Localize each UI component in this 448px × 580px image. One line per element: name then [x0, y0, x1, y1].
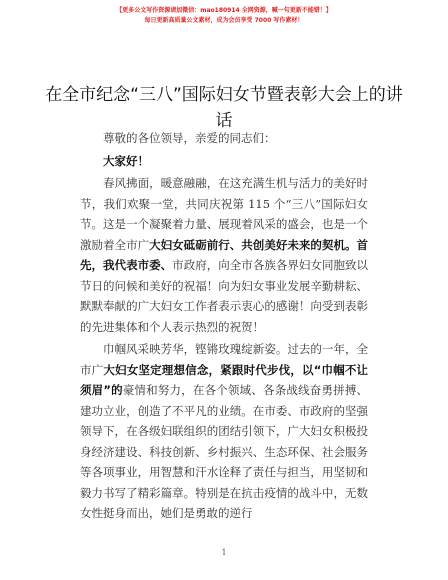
document-body: [80, 128, 368, 526]
promo-banner: [0, 6, 448, 26]
salutation: 尊敬的各位领导，亲爱的同志们：: [103, 131, 276, 145]
paragraph-2-text-b: 豪情和努力，在各个领域、各条战线奋勇拼搏、建功立业，创造了不平凡的业绩。在市委、市政府的坚强领导下，在各级妇联组织的团结引领下，广大妇女积极投身经济建设、科技创新、乡村振兴、生态环保、社会服务等各项事业，用智慧和汗水诠释了责任与担当，用坚韧和毅力书写了精彩篇章。特别是在抗击疫情的战斗中，无数女性挺身而出，她们是勇敢的逆行: [80, 383, 369, 520]
paragraph-2-bold: 大妇女坚定理想信念，紧跟时代步伐，以“巾帼不让须眉”的: [80, 362, 368, 397]
promo-line-2: 每日更新高质量公文素材，成为会员享受 7000 写作素材！: [144, 17, 304, 24]
paragraph-1-text-b: 市政府，向全市各族各界妇女同胞致以节日的问候和美好的祝福！向为妇女事业发展辛勤耕耘、默默奉献的广大妇女工作者表示衷心的感谢！向受到表彰的先进集体和个人表示热烈的祝贺！: [80, 258, 369, 334]
page-number: 1: [221, 548, 227, 557]
paragraph-2: [80, 339, 368, 524]
paragraph-1: [80, 173, 368, 337]
document-title: 在全市纪念“三八”国际妇女节暨表彰大会上的讲话: [45, 85, 403, 131]
promo-line-1: 【更多公文写作资源请加微信：mao180914 全网资源，喊一句更新不能错！】: [116, 7, 332, 14]
greeting: 大家好！: [103, 153, 149, 168]
paragraph-1-bold: 大妇女砥砺前行、共创美好未来的契机。首先，我代表市委、: [80, 237, 368, 272]
paragraph-2-text-a: 巾帼风采映芳华，铿锵玫瑰绽新姿。过去的一年，全市广: [80, 342, 368, 377]
paragraph-1-text-a: 春风拂面，暖意融融，在这充满生机与活力的美好时节，我们欢聚一堂，共同庆祝第 115 个“三八”国际妇女节。这是一个凝聚着力量、展现着风采的盛会，也是一个激励着全市广: [80, 176, 368, 252]
